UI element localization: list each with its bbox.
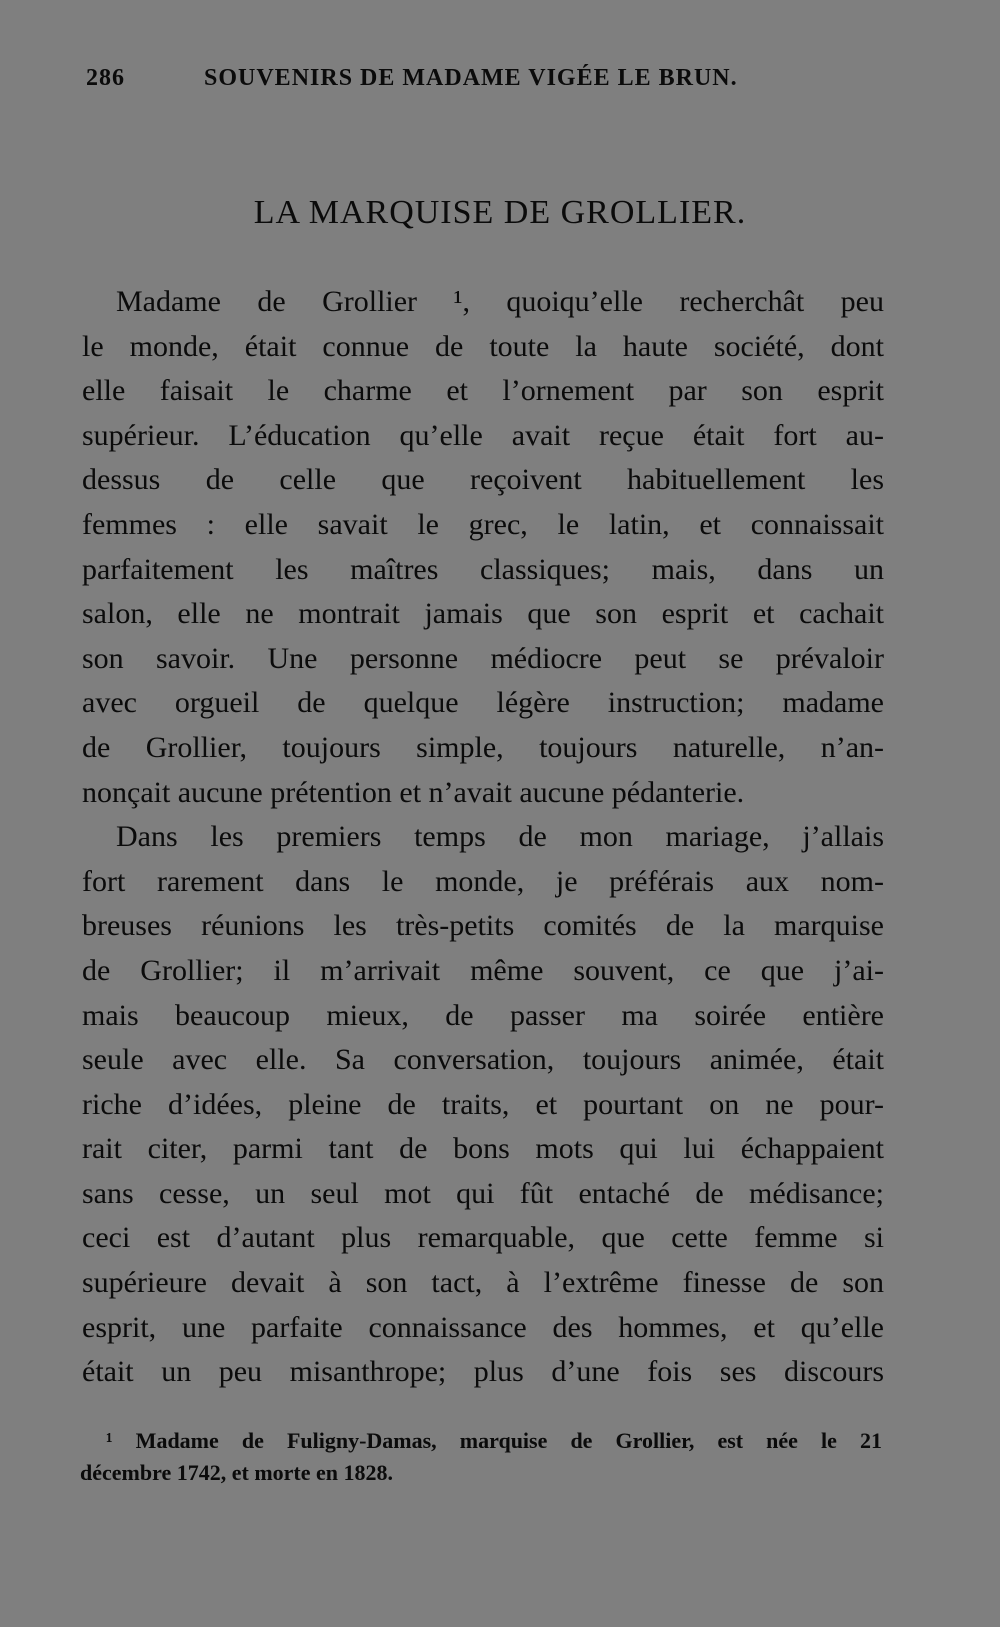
text-line: salon, elle ne montrait jamais que son esprit et cachait [82, 597, 884, 631]
text-line: rait citer, parmi tant de bons mots qui lui échappaient [82, 1132, 884, 1166]
text-line: son savoir. Une personne médiocre peut se prévaloir [82, 641, 884, 675]
text-line: riche d’idées, pleine de traits, et pourtant on ne pour- [82, 1087, 884, 1121]
text-line: parfaitement les maîtres classiques; mais, dans un [82, 552, 884, 586]
text-line: de Grollier, toujours simple, toujours naturelle, n’an- [82, 730, 884, 764]
text-line: était un peu misanthrope; plus d’une fois ses discours [82, 1355, 884, 1389]
text-line: seule avec elle. Sa conversation, toujours animée, était [82, 1043, 884, 1077]
footnote [80, 1425, 882, 1489]
text-line: mais beaucoup mieux, de passer ma soirée entière [82, 998, 884, 1032]
text-line: sans cesse, un seul mot qui fût entaché de médisance; [82, 1176, 884, 1210]
text-line: femmes : elle savait le grec, le latin, et connaissait [82, 507, 884, 541]
running-head [86, 58, 886, 98]
text-line: dessus de celle que reçoivent habituellement les [82, 463, 884, 497]
footnote-line: ¹ Madame de Fuligny-Damas, marquise de Grollier, est née le 21 [106, 1428, 882, 1453]
text-line: ceci est d’autant plus remarquable, que cette femme si [82, 1221, 884, 1255]
text-line: le monde, était connue de toute la haute société, dont [82, 329, 884, 363]
text-line: avec orgueil de quelque légère instruction; madame [82, 686, 884, 720]
text-line: elle faisait le charme et l’ornement par son esprit [82, 374, 884, 408]
text-line: de Grollier; il m’arrivait même souvent, ce que j’ai- [82, 953, 884, 987]
text-line: supérieur. L’éducation qu’elle avait reçue était fort au- [82, 418, 884, 452]
page-number: 286 [86, 65, 125, 91]
footnote-line: décembre 1742, et morte en 1828. [80, 1460, 393, 1485]
running-title: SOUVENIRS DE MADAME VIGÉE LE BRUN. [204, 65, 738, 91]
text-line: fort rarement dans le monde, je préférais aux nom- [82, 864, 884, 898]
text-line: Madame de Grollier ¹, quoiqu’elle recherchât peu [116, 285, 884, 318]
text-line: nonçait aucune prétention et n’avait aucune pédanterie. [82, 775, 745, 809]
text-line: esprit, une parfaite connaissance des hommes, et qu’elle [82, 1310, 884, 1344]
chapter-title: LA MARQUISE DE GROLLIER. [253, 194, 747, 231]
text-line: breuses réunions les très-petits comités de la marquise [82, 909, 884, 943]
body-text [82, 280, 884, 1395]
text-line: supérieure devait à son tact, à l’extrême finesse de son [82, 1266, 884, 1300]
text-line: Dans les premiers temps de mon mariage, j’allais [116, 820, 884, 854]
